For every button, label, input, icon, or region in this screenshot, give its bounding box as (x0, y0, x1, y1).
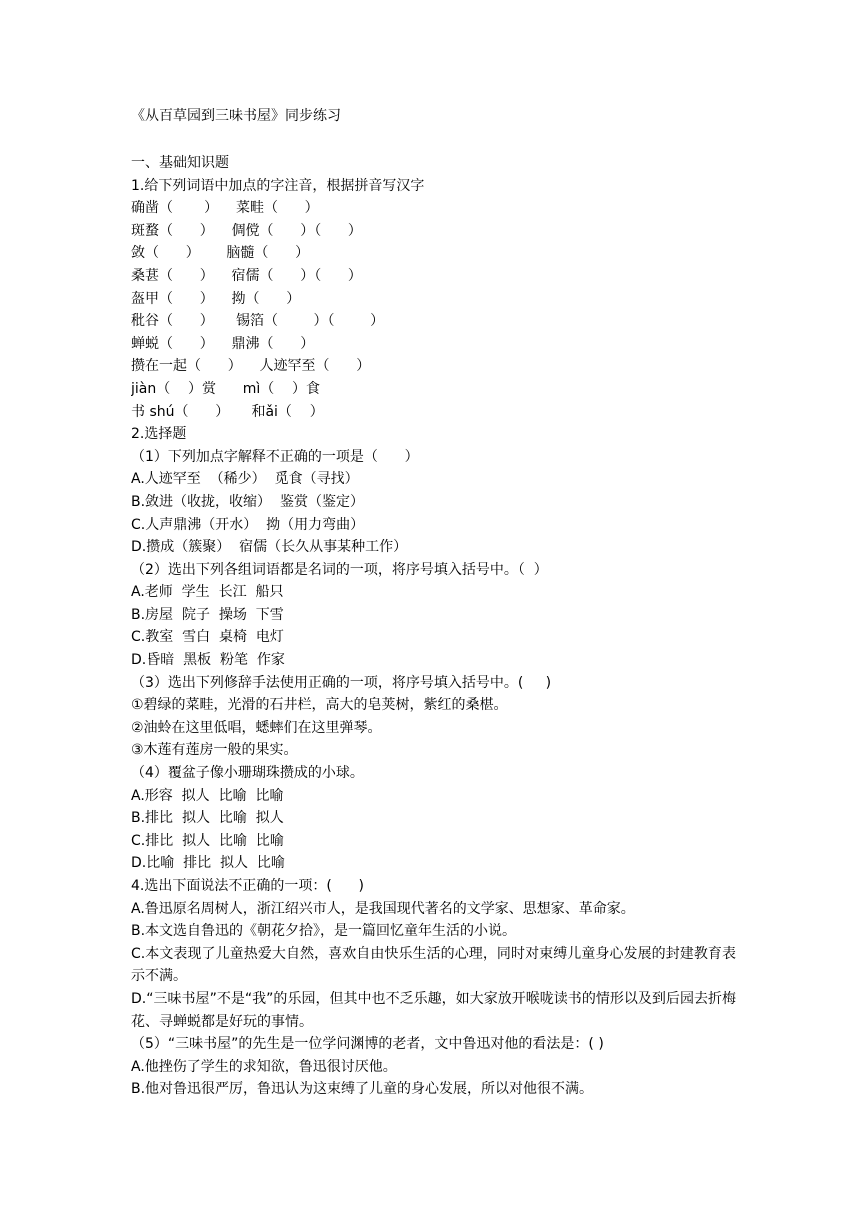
example-sentence: ①碧绿的菜畦，光滑的石井栏，高大的皂荚树，紫红的桑椹。 (131, 697, 508, 714)
answer-option: D.昏暗 黑板 粉笔 作家 (131, 652, 285, 669)
pinyin-item: 桑葚（ ） 宿儒（ ）（ ） (131, 267, 362, 284)
answer-option: D.攒成（簇聚） 宿儒（长久从事某种工作） (131, 539, 408, 556)
answer-option: D.比喻 排比 拟人 比喻 (131, 855, 285, 872)
answer-option: B.排比 拟人 比喻 拟人 (131, 810, 284, 827)
answer-option: C.人声鼎沸（开水） 拗（用力弯曲） (131, 516, 365, 533)
document-body (131, 152, 736, 1101)
document-title: 《从百草园到三味书屋》同步练习 (131, 108, 341, 124)
answer-option: C.排比 拟人 比喻 比喻 (131, 832, 284, 849)
example-sentence: （4）覆盆子像小珊瑚珠攒成的小球。 (131, 765, 364, 782)
answer-option: D.“三味书屋”不是“我”的乐园，但其中也不乏乐趣，如大家放开喉咙读书的情形以及到后园去折梅花、寻蝉蜕都是好玩的事情。 (131, 990, 736, 1030)
answer-option: A.形容 拟人 比喻 比喻 (131, 787, 284, 804)
answer-option: A.老师 学生 长江 船只 (131, 584, 284, 601)
pinyin-item: 攒在一起（ ） 人迹罕至（ ） (131, 358, 371, 375)
pinyin-item: 敛（ ） 脑髓（ ） (131, 245, 310, 262)
pinyin-item: 盔甲（ ） 拗（ ） (131, 290, 301, 307)
example-sentence: ③木莲有莲房一般的果实。 (131, 742, 298, 759)
section-heading: 一、基础知识题 (131, 155, 229, 171)
answer-option: B.敛进（收拢，收缩） 鉴赏（鉴定） (131, 493, 364, 510)
pinyin-item: 书 shú（ ） 和ǎi（ ） (131, 403, 324, 420)
sub-question: （3）选出下列修辞手法使用正确的一项，将序号填入括号中。( ) (131, 674, 552, 691)
question-4-heading: 4.选出下面说法不正确的一项：( ) (131, 878, 364, 894)
pinyin-item: 确凿（ ） 菜畦（ ） (131, 200, 319, 217)
sub-question: （1）下列加点字解释不正确的一项是（ ） (131, 448, 419, 465)
sub-question: （5）“三味书屋”的先生是一位学问渊博的老者，文中鲁迅对他的看法是：( ) (131, 1036, 604, 1053)
example-sentence: ②油蛉在这里低唱，蟋蟀们在这里弹琴。 (131, 719, 382, 736)
answer-option: A.他挫伤了学生的求知欲，鲁迅很讨厌他。 (131, 1058, 397, 1075)
pinyin-item: 蝉蜕（ ） 鼎沸（ ） (131, 335, 315, 352)
answer-option: B.房屋 院子 操场 下雪 (131, 606, 284, 623)
pinyin-item: 斑蝥（ ） 倜傥（ ）（ ） (131, 222, 362, 239)
sub-question: （2）选出下列各组词语都是名词的一项，将序号填入括号中。（ ） (131, 561, 548, 578)
question-2-heading: 2.选择题 (131, 426, 187, 443)
answer-option: A.鲁迅原名周树人，浙江绍兴市人，是我国现代著名的文学家、思想家、革命家。 (131, 900, 635, 917)
answer-option: C.本文表现了儿童热爱大自然，喜欢自由快乐生活的心理，同时对束缚儿童身心发展的封建教育表示不满。 (131, 945, 736, 985)
answer-option: A.人迹罕至 （稀少） 觅食（寻找） (131, 471, 359, 488)
answer-option: B.他对鲁迅很严厉，鲁迅认为这束缚了儿童的身心发展，所以对他很不满。 (131, 1081, 594, 1098)
pinyin-item: jiàn（ ）赏 mì（ ）食 (131, 380, 321, 397)
question-1-heading: 1.给下列词语中加点的字注音，根据拼音写汉字 (131, 177, 425, 194)
answer-option: B.本文选自鲁迅的《朝花夕拾》，是一篇回忆童年生活的小说。 (131, 923, 517, 940)
pinyin-item: 秕谷（ ） 锡箔（ ）（ ） (131, 313, 385, 330)
answer-option: C.教室 雪白 桌椅 电灯 (131, 629, 284, 646)
